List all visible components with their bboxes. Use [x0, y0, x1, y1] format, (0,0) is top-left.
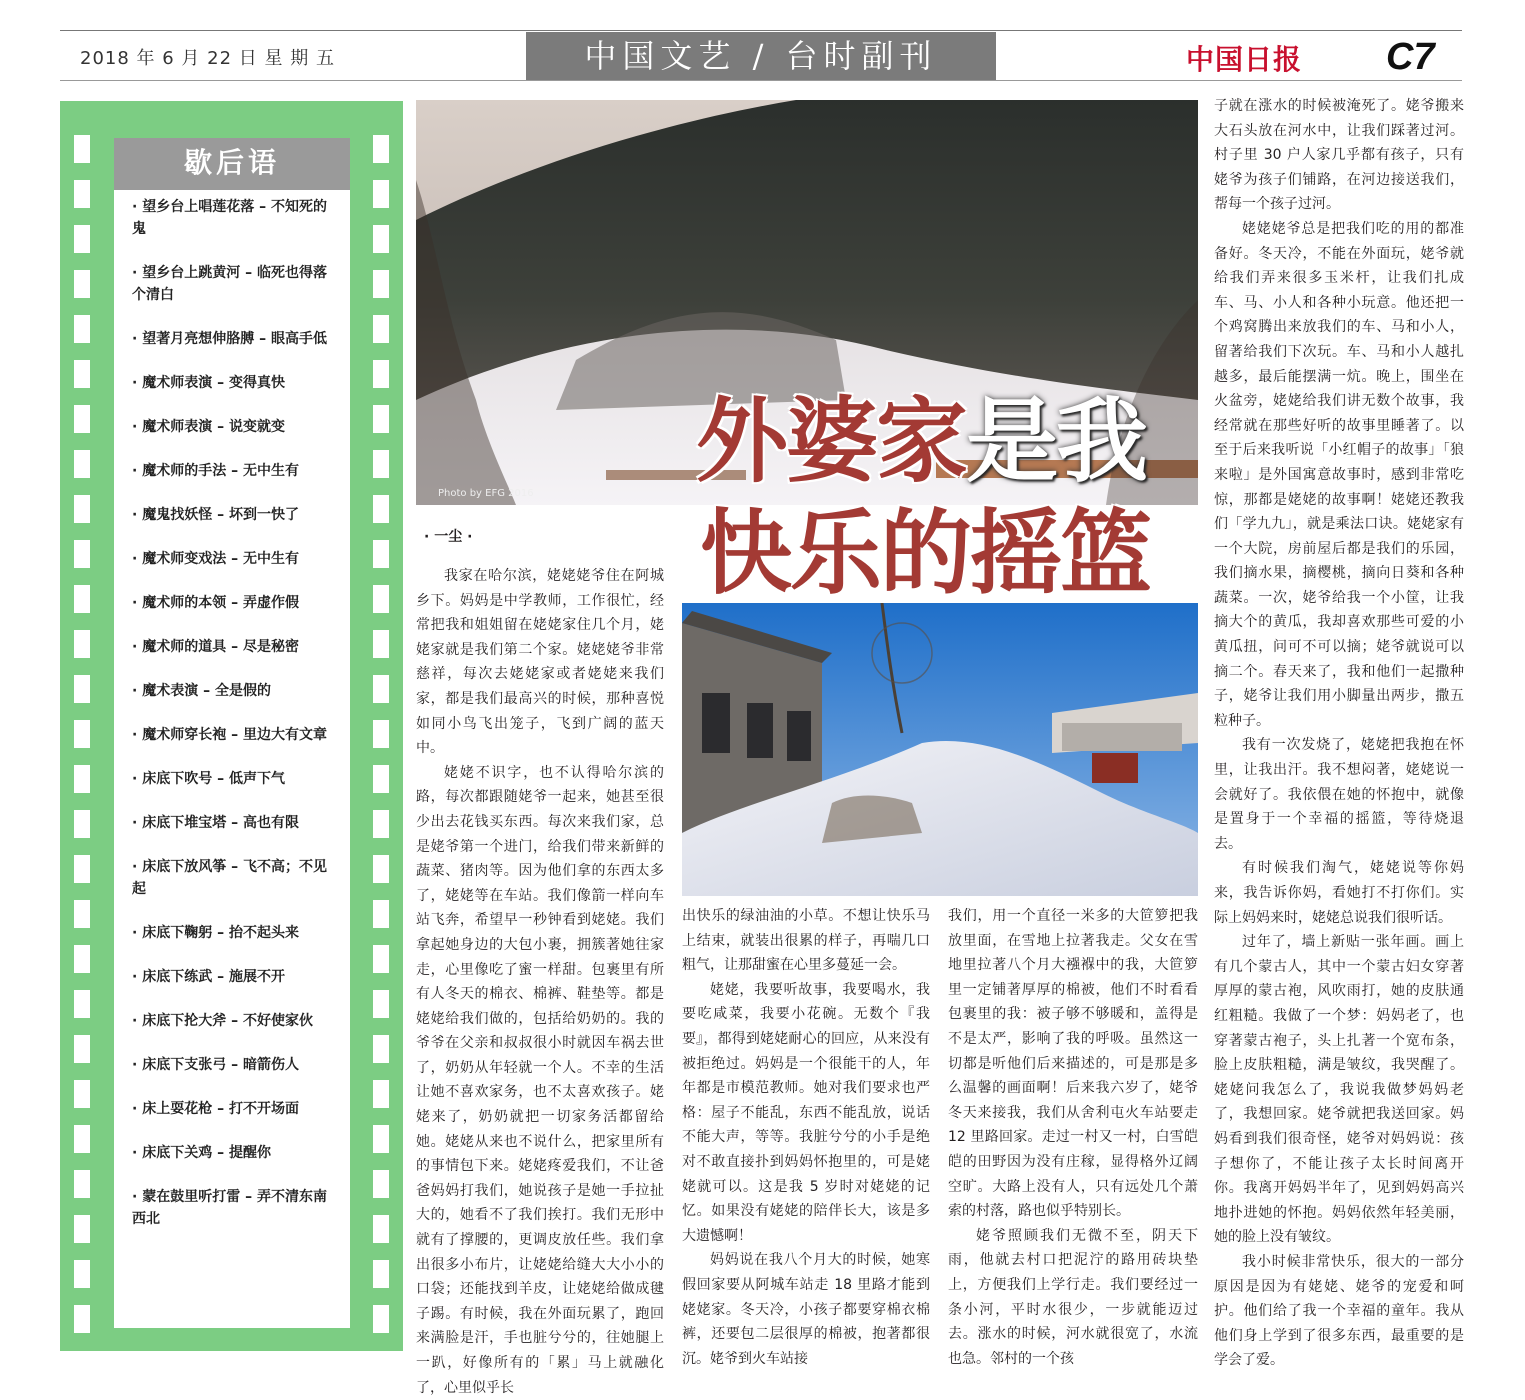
list-item: · 魔术师的本领 – 弄虚作假 — [132, 595, 299, 611]
film-perforation — [373, 450, 389, 478]
film-perforation — [373, 720, 389, 748]
film-perforation — [74, 1125, 90, 1153]
paragraph: 姥爷照顾我们无微不至，阴天下雨，他就去村口把泥泞的路用砖块垫上，方便我们上学行走。我们要经过一条小河，平时水很少，一步就能迈过去。涨水的时候，河水就很宽了，水流也急。邻村的一个孩 — [948, 1227, 1198, 1367]
film-perforation — [373, 540, 389, 568]
film-perforation — [373, 495, 389, 523]
film-perforation — [373, 585, 389, 613]
film-perforation — [74, 315, 90, 343]
list-item: · 魔术师表演 – 说变就变 — [132, 419, 285, 435]
film-perforation — [74, 945, 90, 973]
page-number: C7 — [1386, 36, 1435, 78]
article-column-1 — [416, 564, 664, 1400]
film-perforation — [373, 810, 389, 838]
list-item: · 床底下堆宝塔 – 高也有限 — [132, 815, 299, 831]
snowy-courtyard-photo — [682, 603, 1198, 896]
film-perforation — [74, 495, 90, 523]
film-perforation — [373, 270, 389, 298]
film-perforation — [74, 1035, 90, 1063]
newspaper-name: 中国日报 — [1186, 43, 1303, 76]
photo-credit: Photo by EFG 2016 — [438, 488, 534, 499]
paragraph: 子就在涨水的时候被淹死了。姥爷搬来大石头放在河水中，让我们踩著过河。村子里 30 户人家几乎都有孩子，只有姥爷为孩子们铺路，在河边接送我们，帮每一个孩子过河。 — [1214, 98, 1464, 213]
film-perforation — [74, 720, 90, 748]
film-perforation — [373, 135, 389, 163]
list-item: · 床底下练武 – 施展不开 — [132, 969, 285, 985]
film-perforation — [373, 1125, 389, 1153]
film-perforation — [74, 1305, 90, 1333]
film-perforation — [74, 630, 90, 658]
paragraph: 我小时候非常快乐，很大的一部分原因是因为有姥姥、姥爷的宠爱和呵护。他们给了我一个幸福的童年。我从他们身上学到了很多东西，最重要的是学会了爱。 — [1214, 1253, 1464, 1369]
header-rule-bottom — [60, 80, 1462, 81]
film-perforation — [74, 225, 90, 253]
list-item: · 望乡台上跳黄河 – 临死也得落个清白 — [132, 265, 327, 303]
film-perforation — [373, 405, 389, 433]
film-perforation — [74, 1080, 90, 1108]
list-item: · 魔术师的道具 – 尽是秘密 — [132, 639, 299, 655]
article-column-3 — [948, 904, 1198, 1371]
film-perforation — [74, 405, 90, 433]
paragraph: 有时候我们淘气，姥姥说等你妈来，我告诉你妈，看她打不打你们。实际上妈妈来时，姥姥总说我们很听话。 — [1214, 860, 1464, 926]
film-perforation — [373, 225, 389, 253]
headline-part-1: 外婆家 — [696, 388, 967, 495]
film-perforation — [74, 360, 90, 388]
film-perforation — [74, 1260, 90, 1288]
paragraph: 姥姥不识字，也不认得哈尔滨的路，每次都跟随姥爷一起来，她甚至很少出去花钱买东西。每次来我们家，总是姥爷第一个进门，给我们带来新鲜的蔬菜、猪肉等。因为他们拿的东西太多了，姥姥等在车站。我们像箭一样向车站飞奔，希望早一秒钟看到姥姥。我们拿起她身边的大包小裹，拥簇著她往家走，心里像吃了蜜一样甜。包裹里有所有人冬天的棉衣、棉裤、鞋垫等。都是姥姥给我们做的，包括给奶奶的。我的爷爷在父亲和叔叔很小时就因车祸去世了，奶奶从年轻就一个人。不幸的生活让她不喜欢家务，也不太喜欢孩子。姥姥来了，奶奶就把一切家务活都留给她。姥姥从来也不说什么，把家里所有的事情包下来。姥姥疼爱我们，不让爸爸妈妈打我们，她说孩子是她一手拉扯大的，她看不了我们挨打。我们无形中就有了撑腰的，更调皮放任些。我们拿出很多小布片，让姥姥给缝大大小小的口袋；还能找到羊皮，让姥姥给做成毽子踢。有时候，我在外面玩累了，跑回来满脸是汗，手也脏兮兮的，往她腿上一趴，好像所有的「累」马上就融化了，心里似乎长 — [416, 764, 664, 1396]
film-perforation — [373, 945, 389, 973]
headline-part-2: 是我 — [966, 388, 1147, 495]
film-perforation — [74, 1215, 90, 1243]
film-perforation — [373, 1305, 389, 1333]
paragraph: 姥姥，我要听故事，我要喝水，我要吃咸菜，我要小花碗。无数个『我要』，都得到姥姥耐心的回应，从来没有被拒绝过。妈妈是一个很能干的人，年年都是市模范教师。她对我们要求也严格：屋子不能乱，东西不能乱放，说话不能大声，等等。我脏兮兮的小手是绝对不敢直接扑到妈妈怀抱里的，可是姥姥就可以。这是我 5 岁时对姥姥的记忆。如果没有姥姥的陪伴长大，该是多大遗憾啊！ — [682, 981, 930, 1244]
film-perforation — [74, 585, 90, 613]
list-item: · 魔术师穿长袍 – 里边大有文章 — [132, 727, 327, 743]
list-item: · 床上耍花枪 – 打不开场面 — [132, 1101, 299, 1117]
xiehouyu-panel — [114, 138, 350, 1328]
film-perforation — [74, 765, 90, 793]
list-item: · 床底下鞠躬 – 抬不起头来 — [132, 925, 299, 941]
film-perforation — [373, 1215, 389, 1243]
issue-date: 2018 年 6 月 22 日 星 期 五 — [80, 48, 335, 69]
film-perforation — [74, 900, 90, 928]
section-title: 中国文艺 / 台时副刊 — [526, 32, 996, 80]
film-perforation — [74, 675, 90, 703]
article-headline — [696, 386, 1150, 610]
list-item: · 蒙在鼓里听打雷 – 弄不清东南西北 — [132, 1189, 327, 1227]
film-perforation — [373, 675, 389, 703]
list-item: · 床底下抡大斧 – 不好使家伙 — [132, 1013, 313, 1029]
film-perforation — [74, 450, 90, 478]
paragraph: 妈妈说在我八个月大的时候，她寒假回家要从阿城车站走 18 里路才能到姥姥家。冬天冷，小孩子都要穿棉衣棉裤，还要包二层很厚的棉被，抱著都很沉。姥爷到火车站接 — [682, 1252, 930, 1367]
film-perforation — [373, 1260, 389, 1288]
sidebar-title: 歇后语 — [114, 138, 350, 190]
film-perforation — [373, 1170, 389, 1198]
film-perforation — [74, 135, 90, 163]
film-perforation — [74, 270, 90, 298]
list-item: · 床底下支张弓 – 暗箭伤人 — [132, 1057, 299, 1073]
film-perforation — [373, 1035, 389, 1063]
byline: · 一尘 · — [424, 529, 473, 545]
film-perforation — [373, 1080, 389, 1108]
article-column-4 — [1214, 94, 1464, 1373]
list-item: · 床底下放风筝 – 飞不高；不见起 — [132, 859, 327, 897]
list-item: · 魔术师的手法 – 无中生有 — [132, 463, 299, 479]
paragraph: 我们，用一个直径一米多的大笸箩把我放里面，在雪地上拉著我走。父女在雪地里拉著八个月大襁褓中的我，大笸箩里一定铺著厚厚的棉被，他们不时看看包裹里的我：被子够不够暖和，盖得是不是太严，影响了我的呼吸。虽然这一切都是听他们后来描述的，可是那是多么温馨的画面啊！后来我六岁了，姥爷冬天来接我，我们从舍利屯火车站要走 12 里路回家。走过一村又一村，白雪皑皑的田野因为没有庄稼，显得格外辽阔空旷。大路上没有人，只有远处几个萧索的村落，路也似乎特别长。 — [948, 908, 1198, 1220]
film-perforation — [373, 900, 389, 928]
headline-line-2: 快乐的摇篮 — [700, 500, 1151, 607]
header-rule-top — [60, 30, 1462, 31]
film-perforation — [74, 540, 90, 568]
list-item: · 床底下吹号 – 低声下气 — [132, 771, 285, 787]
paragraph: 我有一次发烧了，姥姥把我抱在怀里，让我出汗。我不想闷著，姥姥说一会就好了。我依偎在她的怀抱中，就像是置身于一个幸福的摇篮，等待烧退去。 — [1214, 737, 1464, 852]
film-perforation — [74, 180, 90, 208]
film-perforation — [74, 1170, 90, 1198]
film-perforation — [373, 360, 389, 388]
film-perforation — [373, 630, 389, 658]
article-column-2 — [682, 904, 930, 1371]
film-perforation — [373, 855, 389, 883]
film-perforation — [74, 990, 90, 1018]
list-item: · 望乡台上唱莲花落 – 不知死的鬼 — [132, 199, 327, 237]
paragraph: 姥姥姥爷总是把我们吃的用的都准备好。冬天冷，不能在外面玩，姥爷就给我们弄来很多玉米杆，让我们扎成车、马、小人和各种小玩意。他还把一个鸡窝腾出来放我们的车、马和小人，留著给我们下次玩。车、马和小人越扎越多，最后能摆满一炕。晚上，围坐在火盆旁，姥姥给我们讲无数个故事，我经常就在那些好听的故事里睡著了。以至于后来我听说「小红帽子的故事」「狼来啦」是外国寓意故事时，感到非常吃惊，那都是姥姥的故事啊！姥姥还教我们「学九九」，就是乘法口诀。姥姥家有一个大院，房前屋后都是我们的乐园，我们摘水果，摘樱桃，摘向日葵和各种蔬菜。一次，姥爷给我一个小筐，让我摘大个的黄瓜，我却喜欢那些可爱的小黄瓜扭，问可不可以摘；姥爷就说可以摘二个。春天来了，我和他们一起撒种子，姥爷让我们用小脚量出两步，撒五粒种子。 — [1214, 220, 1464, 729]
film-perforation — [74, 810, 90, 838]
film-perforation — [373, 315, 389, 343]
list-item: · 魔术表演 – 全是假的 — [132, 683, 271, 699]
film-perforation — [373, 765, 389, 793]
paragraph: 我家在哈尔滨，姥姥姥爷住在阿城乡下。妈妈是中学教师，工作很忙，经常把我和姐姐留在姥姥家住几个月，姥姥家就是我们第二个家。姥姥姥爷非常慈祥，每次去姥姥家或者姥姥来我们家，都是我们最高兴的时候，那种喜悦如同小鸟飞出笼子，飞到广阔的蓝天中。 — [416, 568, 664, 757]
xiehouyu-list — [114, 190, 350, 1230]
film-perforation — [373, 990, 389, 1018]
list-item: · 床底下关鸡 – 提醒你 — [132, 1145, 271, 1161]
list-item: · 魔术师表演 – 变得真快 — [132, 375, 285, 391]
list-item: · 魔鬼找妖怪 – 坏到一快了 — [132, 507, 299, 523]
film-perforation — [74, 855, 90, 883]
film-perforation — [373, 180, 389, 208]
paragraph: 过年了，墙上新贴一张年画。画上有几个蒙古人，其中一个蒙古妇女穿著厚厚的蒙古袍，风吹雨打，她的皮肤通红粗糙。我做了一个梦：妈妈老了，也穿著蒙古袍子，头上扎著一个宽布条，脸上皮肤粗糙，满是皱纹，我哭醒了。姥姥问我怎么了，我说我做梦妈妈老了，我想回家。姥爷就把我送回家。妈妈看到我们很奇怪，姥爷对妈妈说：孩子想你了，不能让孩子太长时间离开你。我离开妈妈半年了，见到妈妈高兴地扑进她的怀抱。妈妈依然年轻美丽，她的脸上没有皱纹。 — [1214, 934, 1464, 1246]
list-item: · 魔术师变戏法 – 无中生有 — [132, 551, 299, 567]
xiehouyu-sidebar — [60, 101, 403, 1351]
list-item: · 望著月亮想伸胳膊 – 眼高手低 — [132, 331, 327, 347]
paragraph: 出快乐的绿油油的小草。不想让快乐马上结束，就装出很累的样子，再喘几口粗气，让那甜蜜在心里多蔓延一会。 — [682, 908, 930, 974]
